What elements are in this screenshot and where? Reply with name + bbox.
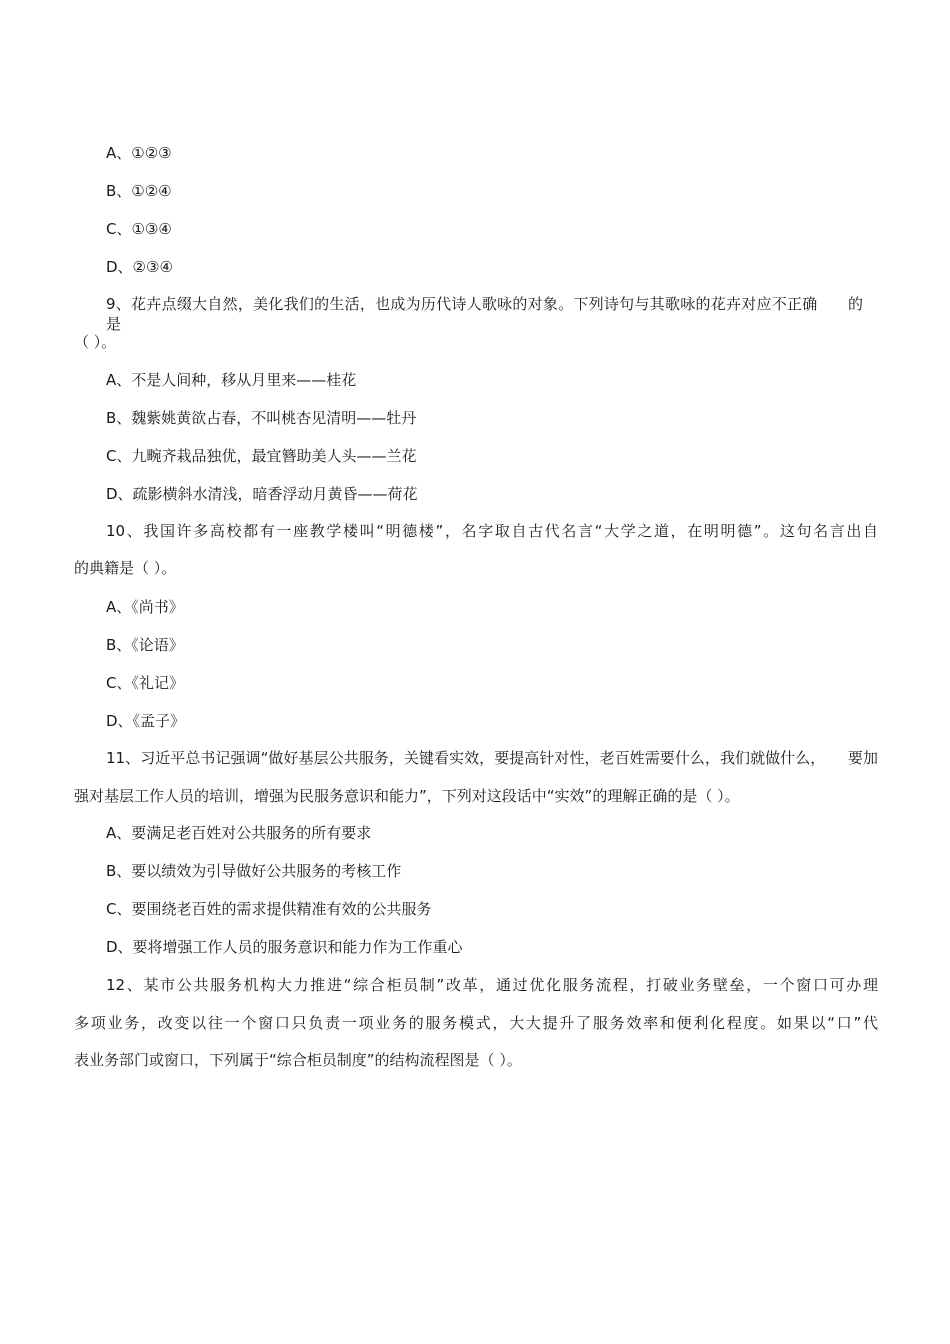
q11-option-b: B、要以绩效为引导做好公共服务的考核工作: [106, 862, 402, 880]
q9-stem-line1: 9、花卉点缀大自然，美化我们的生活，也成为历代诗人歌咏的对象。下列诗句与其歌咏的花卉对应不正确 的是: [106, 295, 863, 333]
q10-stem-line2: 的典籍是（ ）。: [74, 559, 177, 577]
q10-option-c: C、《礼记》: [106, 674, 184, 692]
q12-stem-line3: 表业务部门或窗口，下列属于“综合柜员制度”的结构流程图是（ ）。: [74, 1051, 522, 1069]
q11-option-d: D、要将增强工作人员的服务意识和能力作为工作重心: [106, 938, 463, 956]
q8-option-d: D、②③④: [106, 258, 173, 276]
q9-option-c: C、九畹齐栽品独优，最宜簪助美人头——兰花: [106, 447, 417, 465]
q8-option-b: B、①②④: [106, 182, 172, 200]
q8-option-a: A、①②③: [106, 144, 172, 162]
q9-option-a: A、不是人间种，移从月里来——桂花: [106, 371, 357, 389]
q8-option-c: C、①③④: [106, 220, 172, 238]
q9-option-b: B、魏紫姚黄欲占春，不叫桃杏见清明——牡丹: [106, 409, 417, 427]
q10-option-b: B、《论语》: [106, 636, 184, 654]
q9-stem-line2: （ ）。: [74, 333, 117, 351]
q10-option-d: D、《孟子》: [106, 712, 186, 730]
q11-stem-line2: 强对基层工作人员的培训，增强为民服务意识和能力”，下列对这段话中“实效”的理解正确的是（ ）。: [74, 787, 740, 805]
q12-stem-line1: 12、某市公共服务机构大力推进“综合柜员制”改革，通过优化服务流程，打破业务壁垒，一个窗口可办理: [106, 976, 878, 994]
q10-stem-line1: 10、我国许多高校都有一座教学楼叫“明德楼”，名字取自古代名言“大学之道，在明明德”。这句名言出自: [106, 522, 878, 540]
q11-option-c: C、要围绕老百姓的需求提供精准有效的公共服务: [106, 900, 432, 918]
q9-option-d: D、疏影横斜水清浅，暗香浮动月黄昏——荷花: [106, 485, 418, 503]
q10-option-a: A、《尚书》: [106, 598, 184, 616]
q11-stem-line1: 11、习近平总书记强调“做好基层公共服务，关键看实效，要提高针对性，老百姓需要什么，我们就做什么， 要加: [106, 749, 878, 767]
q11-option-a: A、要满足老百姓对公共服务的所有要求: [106, 824, 372, 842]
q12-stem-line2: 多项业务，改变以往一个窗口只负责一项业务的服务模式，大大提升了服务效率和便利化程度。如果以“口”代: [74, 1014, 878, 1032]
